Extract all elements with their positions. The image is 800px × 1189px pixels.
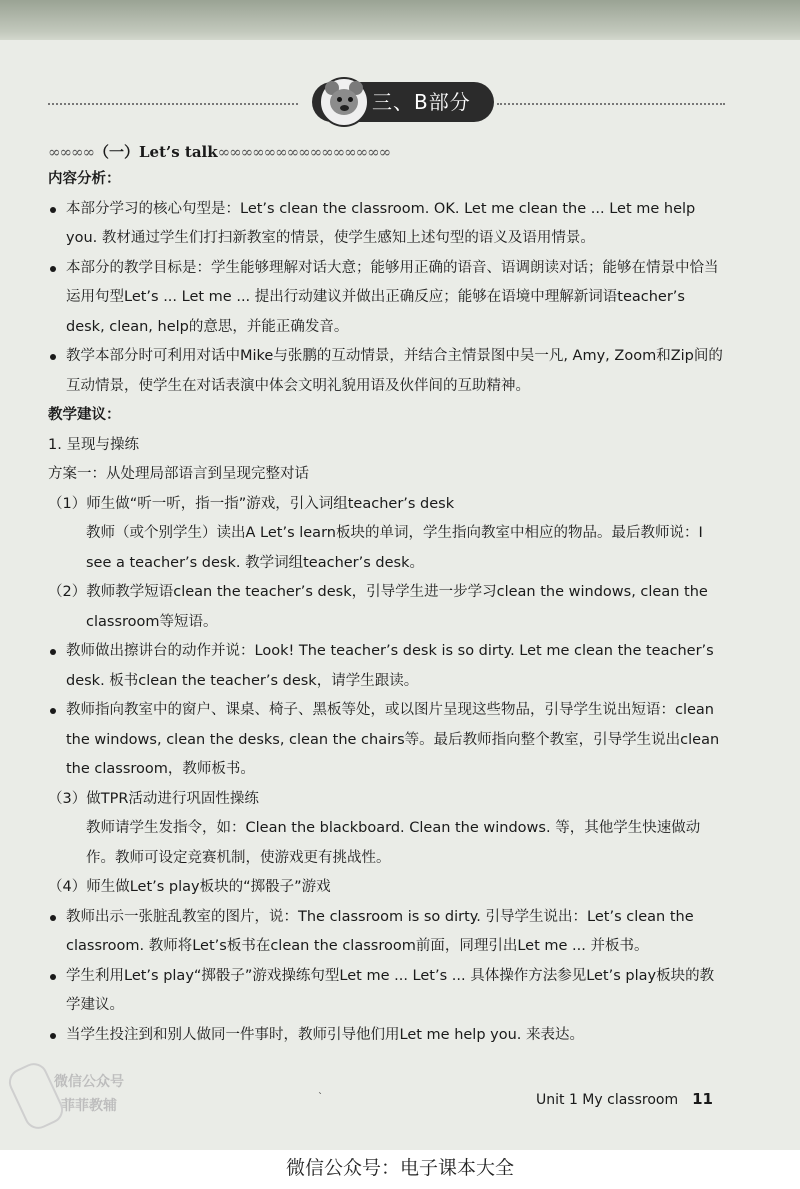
watermark-logo — [24, 1070, 154, 1130]
watermark-line-2: 菲菲教辅 — [61, 1098, 117, 1114]
running-footer — [536, 1090, 713, 1108]
numbered-item-2: （2）教师教学短语clean the teacher’s desk，引导学生进一步学习clean the windows, clean the classroom等短语。 — [48, 584, 708, 630]
dots-right: ∞∞∞∞∞∞∞∞∞∞∞∞∞∞∞ — [217, 143, 391, 161]
bottom-caption: 微信公众号：电子课本大全 — [285, 1157, 514, 1179]
unit-title: Unit 1 My classroom — [536, 1092, 679, 1108]
stray-mark: ` — [318, 1092, 323, 1103]
numbered-item-1: （1）师生做“听一听，指一指”游戏，引入词组teacher’s desk — [48, 495, 455, 512]
advice-heading: 教学建议： — [48, 407, 121, 423]
numbered-item-3: （3）做TPR活动进行巩固性操练 — [48, 790, 259, 807]
header-dotted-line-right — [497, 103, 725, 105]
analysis-item-3: 教学本部分时可利用对话中Mike与张鹏的互动情景，并结合主情景图中吴一凡, Amy, Zoom和Zip间的互动情景，使学生在对话表演中体会文明礼貌用语及伙伴间的互助精神。 — [48, 342, 728, 401]
banner-title: 三、B部分 — [372, 90, 471, 114]
plan-1-heading: 方案一：从处理局部语言到呈现完整对话 — [48, 466, 309, 482]
header-dotted-line-left — [48, 103, 298, 105]
page-number: 11 — [692, 1090, 713, 1108]
section-heading — [48, 141, 390, 162]
bullet-clean-windows: 教师指向教室中的窗户、课桌、椅子、黑板等处，或以图片呈现这些物品，引导学生说出短语：clean the windows, clean the desks, clean the chairs等。最后教师指向整个教室，引导学生说出clean the classroom，教师板书。 — [48, 696, 728, 785]
section-heading-text: （一）Let’s talk — [93, 143, 218, 161]
analysis-item-2: 本部分的教学目标是：学生能够理解对话大意；能够用正确的语音、语调朗读对话；能够在情景中恰当运用句型Let’s ... Let me ... 提出行动建议并做出正确反应；能够在语境中理解新词语teacher’s desk, clean, help的意思，并能正确发音。 — [48, 254, 728, 343]
bullet-help-you: 当学生投注到和别人做同一件事时，教师引导他们用Let me help you. 来表达。 — [48, 1021, 728, 1051]
bullet-dirty-classroom: 教师出示一张脏乱教室的图片，说：The classroom is so dirty. 引导学生说出：Let’s clean the classroom. 教师将Let’s板书在clean the classroom前面，同理引出Let me ... 并板书。 — [48, 903, 728, 962]
bear-icon — [319, 77, 369, 127]
numbered-item-1-body: 教师（或个别学生）读出A Let’s learn板块的单词，学生指向教室中相应的物品。最后教师说：I see a teacher’s desk. 教学词组teacher’s desk。 — [86, 525, 703, 571]
analysis-heading: 内容分析： — [48, 171, 121, 187]
bullet-dice-game: 学生利用Let’s play“掷骰子”游戏操练句型Let me ... Let’s ... 具体操作方法参见Let’s play板块的教学建议。 — [48, 962, 728, 1021]
step-1-heading: 1. 呈现与操练 — [48, 436, 139, 453]
numbered-item-4: （4）师生做Let’s play板块的“掷骰子”游戏 — [48, 879, 331, 895]
dots-left: ∞∞∞∞ — [48, 143, 94, 161]
page-content — [48, 165, 728, 1050]
watermark-line-1: 微信公众号 — [54, 1074, 124, 1090]
numbered-item-3-body: 教师请学生发指令，如：Clean the blackboard. Clean the windows. 等，其他学生快速做动作。教师可设定竞赛机制，使游戏更有挑战性。 — [86, 820, 701, 866]
bullet-clean-desk: 教师做出擦讲台的动作并说：Look! The teacher’s desk is so dirty. Let me clean the teacher’s desk. 板书clean the teacher’s desk，请学生跟读。 — [48, 637, 728, 696]
analysis-item-1: 本部分学习的核心句型是：Let’s clean the classroom. OK. Let me clean the ... Let me help you. 教材通过学生们打扫新教室的情景，使学生感知上述句型的语义及语用情景。 — [48, 195, 728, 254]
